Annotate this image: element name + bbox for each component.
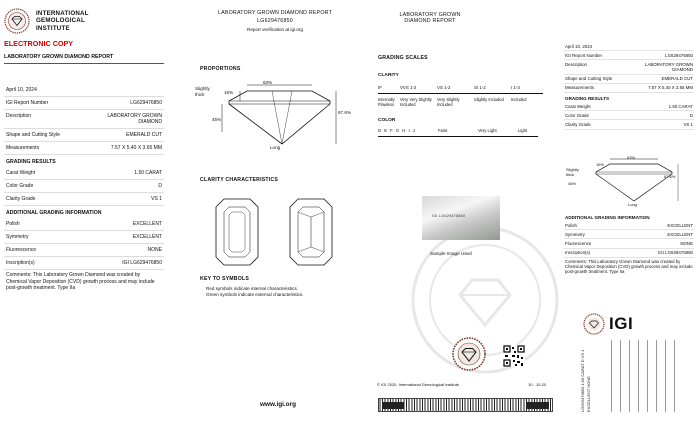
right-prop-girdle: Slightly thick	[566, 167, 579, 177]
right-measurements-row	[564, 84, 694, 93]
clarity-grades-row	[378, 85, 543, 94]
vertical-summary-block	[576, 340, 686, 414]
shape-label: Shape and Cutting Style	[6, 132, 60, 138]
proportions-title: PROPORTIONS	[200, 66, 241, 72]
right-symmetry: EXCELLENT	[667, 231, 693, 237]
prop-pavilion: 45%	[212, 117, 222, 122]
inscription-value: IGI LG629476850	[122, 260, 162, 266]
right-measurements: 7.57 X 5.40 X 3.65 MM	[648, 85, 693, 91]
clarity-grade: SI 1-2	[474, 85, 486, 90]
igi-hologram-seal-icon	[452, 337, 486, 371]
symmetry-value: EXCELLENT	[132, 234, 162, 240]
clarity-scale-title: CLARITY	[378, 73, 399, 78]
clarity-grade: I 1-3	[511, 85, 520, 90]
left-panel	[4, 8, 164, 294]
clarity-desc: Internally Flawless	[378, 97, 395, 108]
measurements-value: 7.57 X 5.40 X 3.65 MM	[110, 145, 162, 151]
key-red-text: Red symbols indicate internal characteristics.	[206, 286, 298, 291]
right-description-label: Description	[565, 61, 587, 67]
right-carat-label: Carat Weight	[565, 103, 591, 109]
color-light: Light	[518, 128, 528, 133]
prop-crown: 16%	[224, 90, 234, 95]
right-clarity-row	[564, 120, 694, 129]
right-carat-row	[564, 102, 694, 111]
scales-report-title: LABORATORY GROWN DIAMOND REPORT	[399, 12, 461, 24]
measurements-label: Measurements	[6, 145, 40, 151]
prop-table: 63%	[263, 80, 273, 85]
vertical-summary-text: LG629476850 1.50 CARAT D VS 1 EXCELLENT NONE	[580, 349, 592, 412]
color-scale	[378, 128, 538, 137]
measurements-row	[4, 142, 164, 155]
diamond-profile	[229, 91, 330, 144]
crown-plot	[216, 199, 258, 265]
right-inscription-row	[564, 249, 694, 258]
right-prop-table: 63%	[627, 155, 636, 160]
verification-text: Report verification at igi.org	[247, 27, 303, 32]
right-polish-label: Polish	[565, 222, 577, 228]
right-color: D	[689, 112, 693, 118]
right-symmetry-label: Symmetry	[565, 231, 585, 237]
right-prop-crown: 16%	[596, 162, 605, 167]
key-to-symbols-title: KEY TO SYMBOLS	[200, 276, 250, 282]
right-prop-pavilion: 45%	[568, 181, 577, 186]
right-fluorescence: NONE	[680, 240, 693, 246]
report-type: LABORATORY GROWN DIAMOND REPORT	[4, 54, 164, 64]
comments: Comments: This Laboratory Grown Diamond was created by Chemical Vapor Deposition (CVD) growth process and may include post-growth treatment. Type IIa	[6, 272, 155, 291]
clarity-plots	[212, 197, 352, 269]
right-polish-row	[564, 221, 694, 230]
carat-value: 1.50 CARAT	[134, 170, 162, 176]
right-polish: EXCELLENT	[667, 222, 693, 228]
shape-row	[4, 129, 164, 142]
right-prop-depth: 67.6%	[664, 174, 676, 179]
right-measurements-label: Measurements	[565, 85, 595, 91]
inscription-row	[4, 257, 164, 270]
right-description: LABORATORY GROWN DIAMOND	[645, 61, 693, 72]
clarity-grade: VS 1-2	[437, 85, 451, 90]
right-clarity-label: Clarity Grade	[565, 121, 591, 127]
right-carat: 1.50 CARAT	[668, 103, 693, 109]
center-report-number: LG629476850	[257, 18, 293, 24]
grading-results-title: GRADING RESULTS	[6, 159, 56, 165]
report-date: April 10, 2024	[6, 87, 37, 93]
prop-depth: 67.6%	[338, 110, 352, 115]
symmetry-label: Symmetry	[6, 234, 29, 240]
center-title: LABORATORY GROWN DIAMOND REPORT	[217, 10, 333, 16]
report-number-label: IGI Report Number	[6, 100, 49, 106]
clarity-desc-row	[378, 94, 543, 107]
clarity-desc: Very Slightly Included	[437, 97, 460, 108]
color-value: D	[158, 183, 162, 189]
inscription-label: Inscription(s)	[6, 260, 35, 266]
right-panel	[564, 8, 694, 130]
carat-row	[4, 167, 164, 180]
clarity-characteristics-title: CLARITY CHARACTERISTICS	[200, 177, 278, 183]
electronic-copy-label: ELECTRONIC COPY	[4, 39, 74, 48]
additional-title: ADDITIONAL GRADING INFORMATION	[6, 210, 102, 216]
clarity-label: Clarity Grade	[6, 196, 36, 202]
igi-seal-icon	[4, 8, 30, 34]
right-shape-label: Shape and Cutting Style	[565, 76, 613, 82]
clarity-desc: Slightly Included	[474, 97, 504, 102]
grading-scales-title: GRADING SCALES	[378, 55, 428, 61]
clarity-desc: Very Very Slightly Included	[400, 97, 432, 108]
sample-image-caption: Sample Image Used	[430, 251, 472, 256]
org-name-line1: INTERNATIONAL	[36, 9, 89, 17]
form-code: 10 - 10.20	[528, 382, 547, 387]
color-row	[4, 180, 164, 193]
igi-logo-text: IGI	[609, 314, 634, 333]
sample-inscription-text: IGI LG629476850	[432, 214, 466, 218]
color-faint: Faint	[438, 128, 448, 133]
prop-culet: Long	[270, 145, 281, 150]
color-scale-title: COLOR	[378, 118, 396, 123]
color-letters: D E F G H I J	[378, 128, 415, 133]
prop-girdle: Slightly thick	[195, 86, 210, 97]
igi-logo	[583, 313, 633, 335]
fluorescence-value: NONE	[147, 247, 162, 253]
color-very-light: Very Light	[478, 128, 497, 133]
clarity-row	[4, 193, 164, 206]
org-name-line2: GEMOLOGICAL	[36, 17, 85, 25]
report-number-row	[4, 97, 164, 110]
proportions-diagram	[212, 77, 352, 152]
description-row	[4, 110, 164, 129]
report-date-row	[4, 84, 164, 97]
right-number-label: IGI Report Number	[565, 52, 603, 58]
right-shape: EMERALD CUT	[661, 76, 693, 82]
website-link[interactable]: www.igi.org	[260, 401, 296, 408]
report-number: LG629476850	[130, 100, 162, 106]
clarity-grade: VVS 1-2	[400, 85, 417, 90]
polish-label: Polish	[6, 221, 20, 227]
carat-label: Carat Weight	[6, 170, 36, 176]
right-prop-culet: Long	[628, 202, 637, 207]
right-date: April 10, 2024	[565, 43, 593, 49]
color-label: Color Grade	[6, 183, 34, 189]
clarity-desc: Included	[511, 97, 527, 102]
description-label: Description	[6, 113, 32, 119]
vertical-columns	[606, 340, 682, 412]
key-green-text: Green symbols indicate external characteristics.	[206, 292, 304, 297]
symmetry-row	[4, 231, 164, 244]
right-inscription-label: Inscription(s)	[565, 250, 591, 256]
fluorescence-row	[4, 244, 164, 257]
right-fluorescence-row	[564, 239, 694, 248]
right-shape-row	[564, 75, 694, 84]
shape-value: EMERALD CUT	[126, 132, 162, 138]
right-proportions-diagram	[576, 156, 688, 206]
right-description-row	[564, 60, 694, 74]
right-number: LG629476850	[665, 52, 693, 58]
right-color-label: Color Grade	[565, 112, 589, 118]
right-fluorescence-label: Fluorescence	[565, 240, 592, 246]
right-comments: Comments: This Laboratory Grown Diamond was created by Chemical Vapor Deposition (CVD) growth process and may include post-growth treatment. Type IIa	[565, 258, 693, 275]
right-number-row	[564, 51, 694, 60]
qr-code-icon[interactable]	[503, 345, 525, 367]
polish-row	[4, 218, 164, 231]
right-color-row	[564, 111, 694, 120]
right-symmetry-row	[564, 230, 694, 239]
right-additional	[564, 212, 694, 276]
sample-inscription-image	[422, 196, 500, 240]
security-microtext-strip	[378, 398, 553, 412]
clarity-value: VS 1	[151, 196, 162, 202]
clarity-grade: IF	[378, 85, 382, 90]
right-grading-title: GRADING RESULTS	[565, 95, 610, 101]
org-name-line3: INSTITUTE	[36, 24, 70, 32]
igi-logo-seal-icon	[583, 313, 605, 335]
description-value: LABORATORY GROWN DIAMOND	[107, 113, 162, 125]
right-date-row	[564, 42, 694, 51]
fluorescence-label: Fluorescence	[6, 247, 37, 253]
copyright-text: © IGI 2020, International Gemological Institute	[377, 382, 460, 387]
clarity-scale	[378, 85, 543, 107]
igi-header	[4, 8, 164, 34]
right-additional-title: ADDITIONAL GRADING INFORMATION	[565, 215, 650, 220]
right-clarity: VS 1	[683, 121, 693, 127]
pavilion-plot	[290, 199, 332, 265]
polish-value: EXCELLENT	[132, 221, 162, 227]
right-inscription: IGI LG629476850	[658, 250, 693, 256]
